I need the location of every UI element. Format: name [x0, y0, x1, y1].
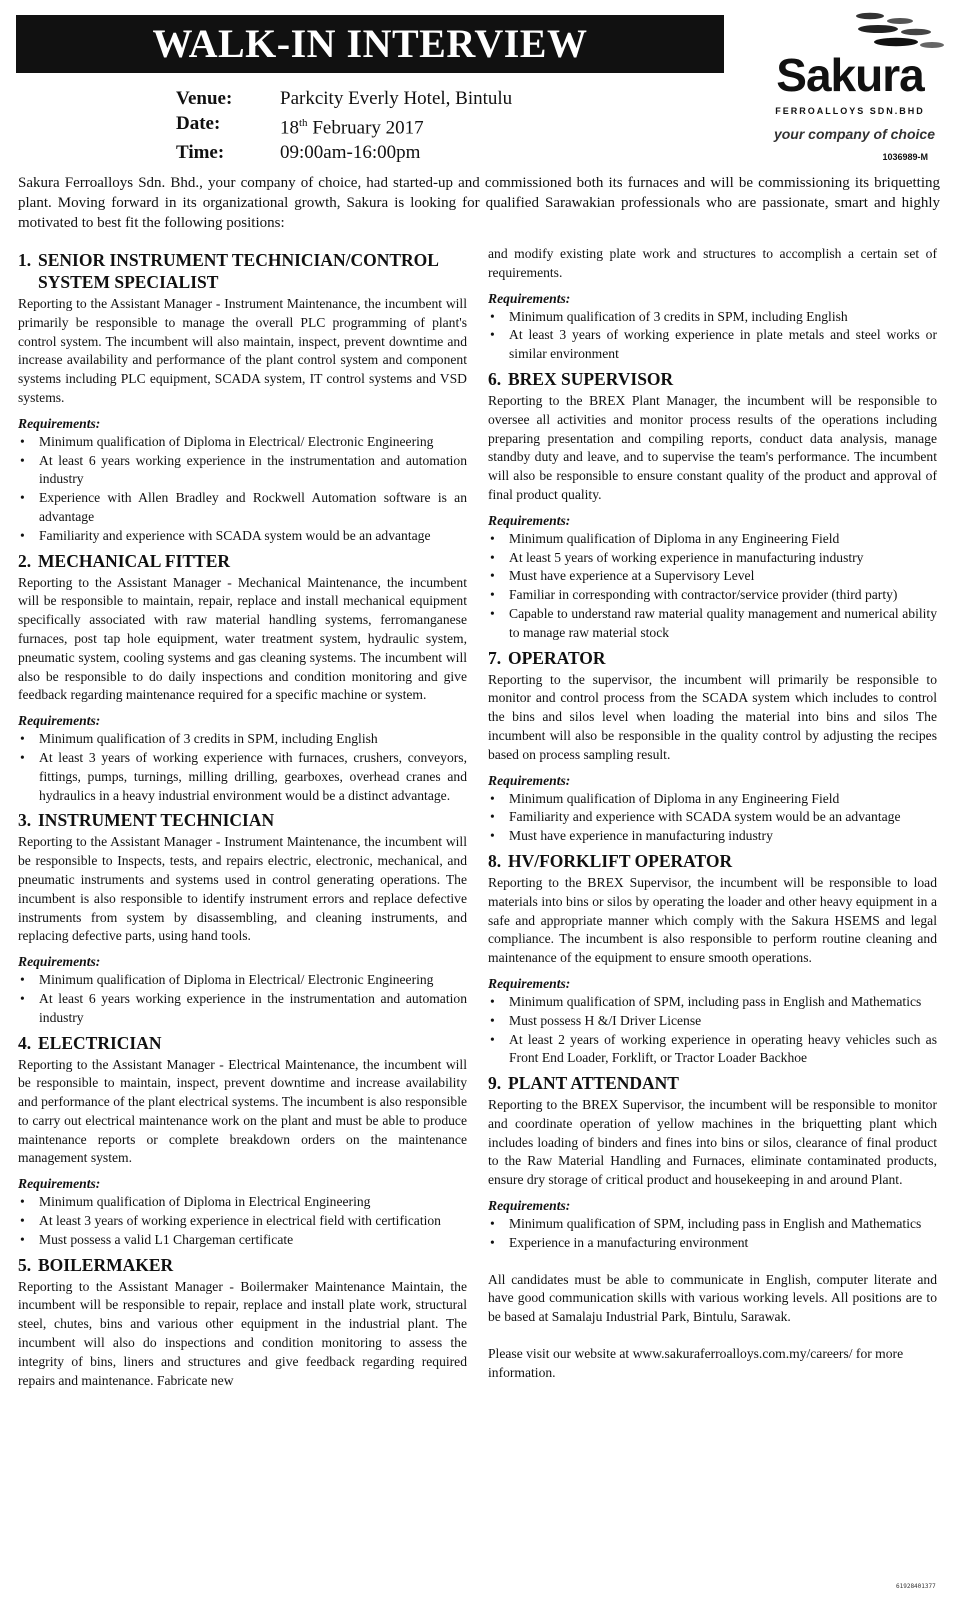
list-item: • Must have experience at a Supervisory Level: [488, 567, 937, 586]
requirements-label: Requirements:: [18, 1176, 101, 1192]
job-description: Reporting to the Assistant Manager - Instrument Maintenance, the incumbent will be responsible to Inspects, tests, and repairs electric, electronic, mechanical, and pneumatic instruments and systems used in control generating operations. The incumbent is also responsible to identify instrument errors and replace defective instruments from system by disassembling, and cleaning instruments, and replacing defective parts, using hand tools.: [18, 834, 467, 944]
requirements-list: [18, 730, 467, 805]
job-description-continued: and modify existing plate work and structures to accomplish a certain set of requirements.: [488, 246, 937, 280]
job-description: Reporting to the Assistant Manager - Boilermaker Maintenance Maintain, the incumbent will be responsible to repair, replace and install plate work, structural steel, chutes, bins and various other equipment in the industrial plant. The incumbent will also do inspections and condition monitoring to assess the integrity of bins, liners and structures and give feedback regarding required repairs and maintenance. Fabricate new: [18, 1278, 467, 1388]
job-title: 4. ELECTRICIAN: [18, 1032, 162, 1053]
requirements-list: [488, 530, 937, 643]
job-title: 3. INSTRUMENT TECHNICIAN: [18, 810, 275, 831]
list-item: • Minimum qualification of SPM, including pass in English and Mathematics: [488, 993, 937, 1012]
job-section-9: [488, 1072, 937, 1253]
list-item: • Minimum qualification of Diploma in Electrical Engineering: [18, 1193, 467, 1212]
page-title: WALK-IN INTERVIEW: [16, 15, 724, 73]
job-section-3: [18, 809, 467, 1027]
requirements-list: [488, 790, 937, 846]
requirements-label: Requirements:: [488, 772, 571, 788]
job-title: 5. BOILERMAKER: [18, 1254, 174, 1275]
job-title: 6. BREX SUPERVISOR: [488, 368, 674, 389]
sakura-leaf-icon: [840, 10, 950, 52]
list-item: • At least 3 years of working experience with furnaces, crushers, conveyors, fittings, pumps, turnings, milling drilling, gearboxes, overhead cranes and hydraulics in a heavy industrial environment would be a distinct advantage.: [18, 749, 467, 805]
job-title: 7. OPERATOR: [488, 647, 606, 668]
job-description: Reporting to the Assistant Manager - Electrical Maintenance, the incumbent will be responsible to maintain, inspect, prevent downtime and increase availability and performance of the plant electrical systems. The incumbent is also responsible to carry out electrical maintenance work on the plant and must be able to produce maintenance reports or complete breakdown orders on the maintenance management system.: [18, 1056, 467, 1166]
company-logo: [750, 10, 950, 160]
job-title: 1. SENIOR INSTRUMENT TECHNICIAN/CONTROL SYSTEM SPECIALIST: [18, 250, 438, 292]
date-row: [176, 111, 512, 140]
list-item: • At least 6 years working experience in the instrumentation and automation industry: [18, 990, 467, 1028]
job-description: Reporting to the BREX Plant Manager, the incumbent will be responsible to oversee all activities and monitor process results of the operations including preparing presentation and compiling reports, conduct data analysis, manage standby duty and leave, and to supervise the team's performance. The incumbent will also be responsible to ensure constant quality of the product and approval of final product quality.: [488, 392, 937, 502]
list-item: • At least 2 years of working experience in operating heavy vehicles such as Front End Loader, Forklift, or Tractor Loader Backhoe: [488, 1031, 937, 1069]
job-section-6: [488, 368, 937, 643]
intro-paragraph: Sakura Ferroalloys Sdn. Bhd., your company of choice, had started-up and commissioned both its furnaces and will be commissioning its briquetting plant. Moving forward in its organizational growth, Sakura is looking for qualified Sarawakian professionals who are passionate, smart and highly motivated to best fit the following positions:: [18, 175, 940, 231]
requirements-label: Requirements:: [488, 512, 571, 528]
closing-paragraph: All candidates must be able to communicate in English, computer literate and have good communication skills with various working levels. All positions are to be based at Samalaju Industrial Park, Bintulu, Sarawak.: [488, 1271, 937, 1325]
list-item: • Experience in a manufacturing environment: [488, 1234, 937, 1253]
list-item: • Capable to understand raw material quality management and numerical ability to manage raw material stock: [488, 605, 937, 643]
job-section-5: [18, 1254, 467, 1391]
time-row: [176, 140, 512, 165]
requirements-label: Requirements:: [488, 290, 571, 306]
job-description: Reporting to the supervisor, the incumbent will primarily be responsible to monitor and control process from the SCADA system which includes to control the bins and silos level when loading the material into bins and silos The incumbent will also be responsible in the quality control by adjusting the recipes based on process sampling result.: [488, 671, 937, 762]
list-item: • Minimum qualification of 3 credits in SPM, including English: [18, 730, 467, 749]
left-column: [18, 245, 467, 1390]
website-note: Please visit our website at www.sakuraferroalloys.com.my/careers/ for more information.: [488, 1346, 904, 1380]
list-item: • Minimum qualification of Diploma in any Engineering Field: [488, 790, 937, 809]
job-description: Reporting to the BREX Supervisor, the incumbent will be responsible to monitor and coordinate operation of yellow machines in the briquetting plant which includes loading of binders and fines into bins or silos, clearance of final product to the Raw Material Handling and Furnaces, eliminate contaminated products, ensure dry storage of critical product and housekeeping in and around Plant.: [488, 1097, 937, 1188]
list-item: • Minimum qualification of 3 credits in SPM, including English: [488, 308, 937, 327]
job-section-4: [18, 1032, 467, 1250]
requirements-label: Requirements:: [488, 1198, 571, 1214]
date-value: 18th February 2017: [280, 117, 424, 139]
list-item: • At least 3 years of working experience in electrical field with certification: [18, 1212, 467, 1231]
list-item: • Familiarity and experience with SCADA system would be an advantage: [488, 808, 937, 827]
job-description: Reporting to the Assistant Manager - Mechanical Maintenance, the incumbent will be responsible to maintain, repair, replace and install mechanical equipment specifically associated with raw material handling systems, ferromanganese furnaces, post tap hole equipment, water treatment system, hydraulic system, pneumatic system, cooling systems and gas cleaning systems. The incumbent will also be responsible to do daily inspections and condition monitoring and give feedback regarding maintenance required for a specific machine or system.: [18, 574, 467, 703]
right-column: [488, 245, 937, 1383]
list-item: • Must possess H &/I Driver License: [488, 1012, 937, 1031]
requirements-label: Requirements:: [488, 975, 571, 991]
logo-name: Sakura: [776, 49, 924, 101]
venue-row: [176, 86, 512, 111]
date-label: Date:: [176, 113, 221, 134]
requirements-list: [18, 433, 467, 546]
job-description: Reporting to the BREX Supervisor, the incumbent will be responsible to load materials into bins or silos by operating the loader and other heavy equipment in a safe and appropriate manner which comply with the Sakura HSEMS and legal compliance. The incumbent is also responsible to perform routine cleaning and maintenance of the equipment to ensure smooth operations.: [488, 874, 937, 966]
event-details: [176, 86, 512, 165]
time-value: 09:00am-16:00pm: [280, 142, 421, 164]
requirements-label: Requirements:: [18, 415, 101, 431]
list-item: • Minimum qualification of Diploma in Electrical/ Electronic Engineering: [18, 433, 467, 452]
job-section-5-continued: [488, 245, 937, 364]
list-item: • At least 5 years of working experience in manufacturing industry: [488, 549, 937, 568]
job-title: 2. MECHANICAL FITTER: [18, 550, 231, 571]
job-description: Reporting to the Assistant Manager - Instrument Maintenance, the incumbent will primarily be responsible to manage the overall PLC programming of plant's control system. The incumbent will also maintain, inspect, prevent downtime and increase availability and performance of the plant control system and component systems including PLC equipment, SCADA system, IT control systems and VSD systems.: [18, 296, 467, 405]
requirements-list: [18, 971, 467, 1027]
venue-label: Venue:: [176, 88, 233, 109]
list-item: • Minimum qualification of SPM, including pass in English and Mathematics: [488, 1215, 937, 1234]
requirements-list: [488, 308, 937, 364]
list-item: • Minimum qualification of Diploma in Electrical/ Electronic Engineering: [18, 971, 467, 990]
list-item: • Minimum qualification of Diploma in any Engineering Field: [488, 530, 937, 549]
job-section-8: [488, 850, 937, 1068]
job-section-1: [18, 249, 467, 546]
list-item: • Experience with Allen Bradley and Rockwell Automation software is an advantage: [18, 489, 467, 527]
requirements-list: [18, 1193, 467, 1249]
list-item: • At least 6 years working experience in the instrumentation and automation industry: [18, 452, 467, 490]
job-title: 8. HV/FORKLIFT OPERATOR: [488, 850, 733, 871]
requirements-list: [488, 1215, 937, 1253]
requirements-label: Requirements:: [18, 713, 101, 729]
company-registration-number: 1036989-M: [882, 152, 928, 162]
logo-tagline: your company of choice: [773, 126, 935, 142]
time-label: Time:: [176, 142, 225, 164]
requirements-label: Requirements:: [18, 954, 101, 970]
list-item: • Familiarity and experience with SCADA system would be an advantage: [18, 527, 467, 546]
list-item: • Familiar in corresponding with contractor/service provider (third party): [488, 586, 937, 605]
list-item: • Must have experience in manufacturing industry: [488, 827, 937, 846]
logo-subtitle: FERROALLOYS SDN.BHD: [775, 106, 925, 116]
job-title: 9. PLANT ATTENDANT: [488, 1073, 679, 1094]
list-item: • At least 3 years of working experience in plate metals and steel works or similar environment: [488, 326, 937, 364]
list-item: • Must possess a valid L1 Chargeman certificate: [18, 1231, 467, 1250]
venue-value: Parkcity Everly Hotel, Bintulu: [280, 88, 513, 109]
requirements-list: [488, 993, 937, 1068]
job-section-7: [488, 647, 937, 846]
ad-reference-code: 61928401377: [896, 1583, 936, 1590]
job-section-2: [18, 550, 467, 806]
